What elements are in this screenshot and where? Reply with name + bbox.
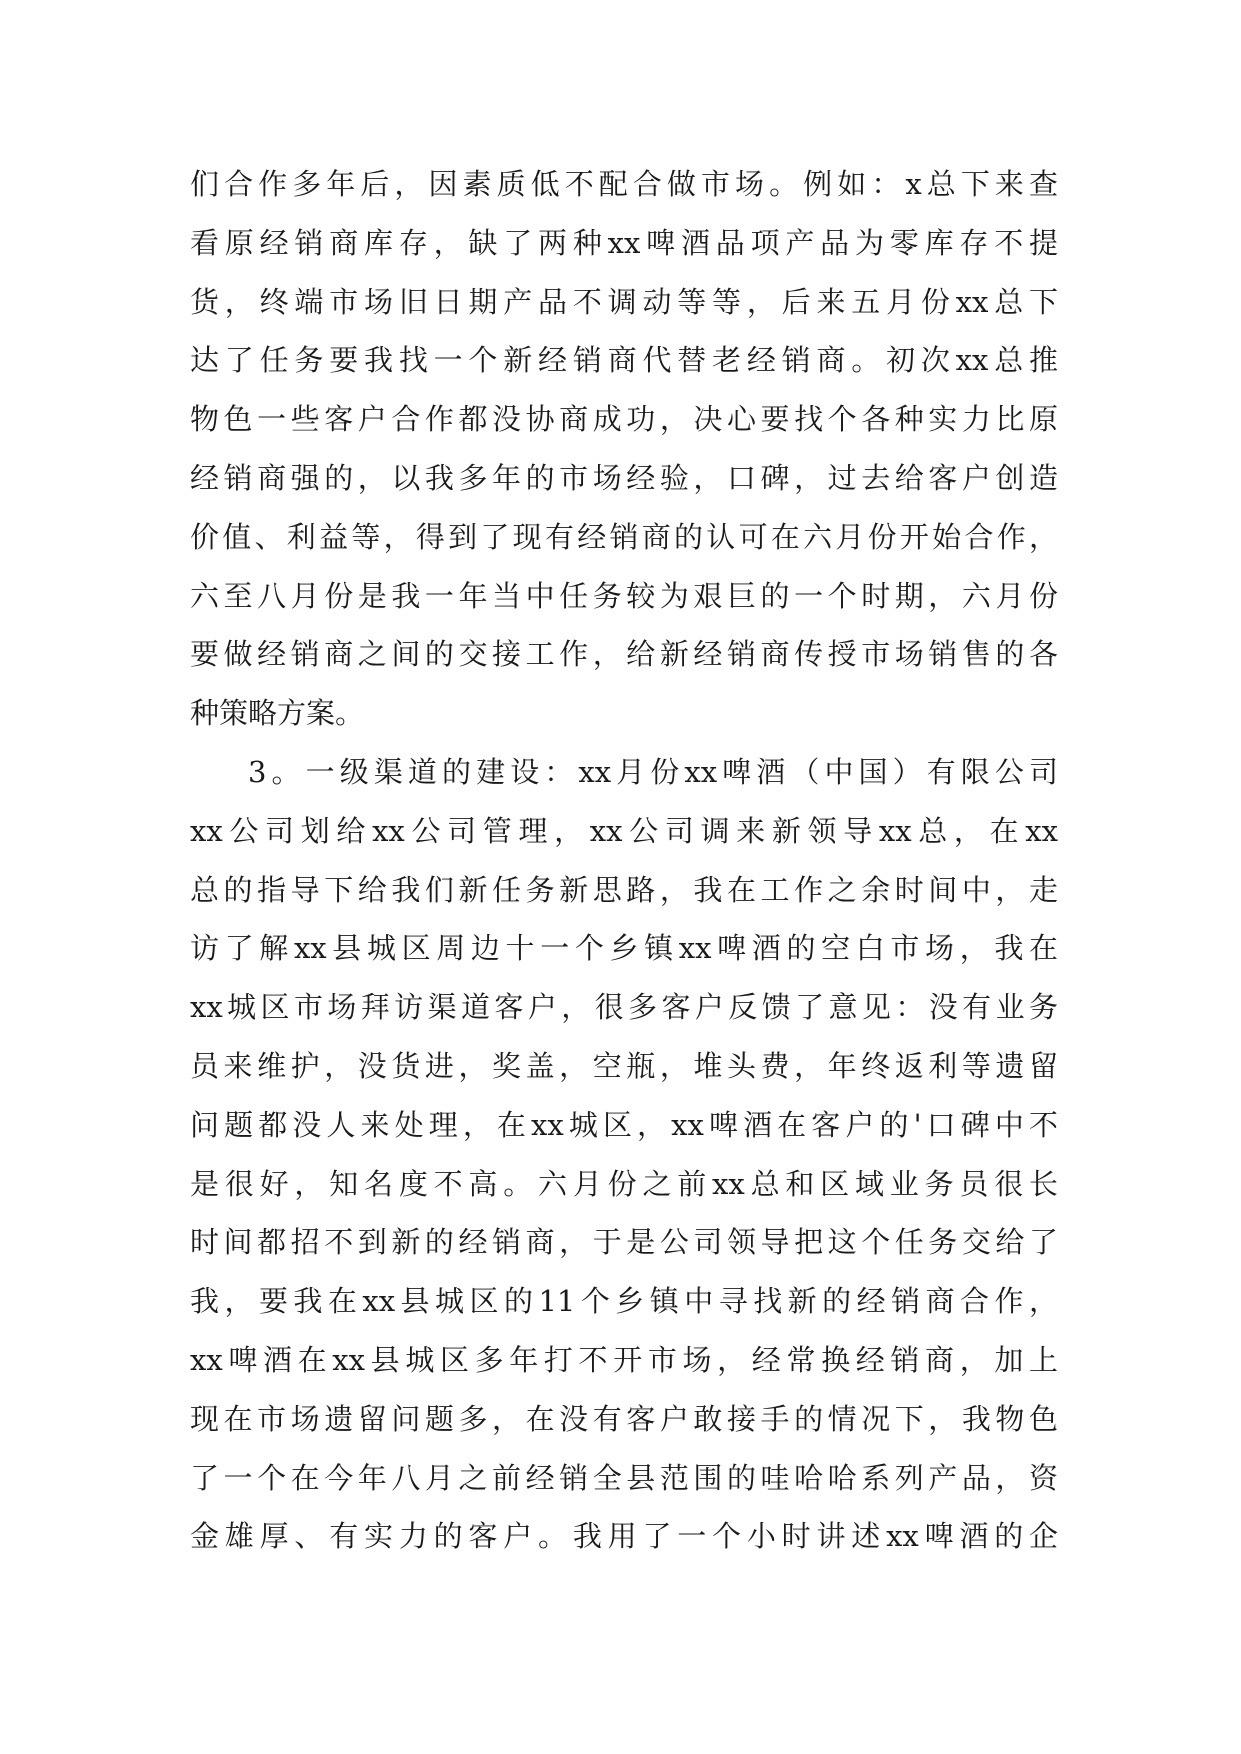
- text-line: 现在市场遗留问题多，在没有客户敢接手的情况下，我物色: [190, 1401, 1058, 1436]
- text-line: 问题都没人来处理，在xx城区，xx啤酒在客户的'口碑中不: [190, 1107, 1058, 1142]
- text-line: 金雄厚、有实力的客户。我用了一个小时讲述xx啤酒的企: [190, 1519, 1058, 1554]
- text-line: xx公司划给xx公司管理，xx公司调来新领导xx总，在xx: [190, 813, 1058, 848]
- text-line: 访了解xx县城区周边十一个乡镇xx啤酒的空白市场，我在: [190, 931, 1058, 966]
- text-line: 经销商强的，以我多年的市场经验，口碑，过去给客户创造: [190, 460, 1058, 495]
- text-line: 达了任务要我找一个新经销商代替老经销商。初次xx总推: [190, 343, 1058, 378]
- text-line: xx啤酒在xx县城区多年打不开市场，经常换经销商，加上: [190, 1342, 1058, 1377]
- text-line: 我，要我在xx县城区的11个乡镇中寻找新的经销商合作，: [190, 1284, 1058, 1319]
- text-line: 了一个在今年八月之前经销全县范围的哇哈哈系列产品，资: [190, 1460, 1058, 1495]
- text-line: 看原经销商库存，缺了两种xx啤酒品项产品为零库存不提: [190, 225, 1058, 260]
- text-line: 六至八月份是我一年当中任务较为艰巨的一个时期，六月份: [190, 578, 1058, 613]
- text-line: 时间都招不到新的经销商，于是公司领导把这个任务交给了: [190, 1225, 1058, 1260]
- text-line: 们合作多年后，因素质低不配合做市场。例如：x总下来查: [190, 167, 1058, 201]
- text-line: xx城区市场拜访渠道客户，很多客户反馈了意见：没有业务: [190, 990, 1058, 1025]
- body-text: [190, 155, 1058, 1566]
- text-line: 价值、利益等，得到了现有经销商的认可在六月份开始合作，: [190, 519, 1058, 554]
- text-line: 货，终端市场旧日期产品不调动等等，后来五月份xx总下: [190, 284, 1058, 319]
- text-line: 要做经销商之间的交接工作，给新经销商传授市场销售的各: [190, 637, 1058, 672]
- text-line: 物色一些客户合作都没协商成功，决心要找个各种实力比原: [190, 402, 1058, 437]
- text-line: 3。一级渠道的建设：xx月份xx啤酒（中国）有限公司: [248, 754, 1058, 789]
- text-line: 总的指导下给我们新任务新思路，我在工作之余时间中，走: [190, 872, 1058, 907]
- text-line: 种策略方案。: [190, 696, 365, 731]
- text-line: 是很好，知名度不高。六月份之前xx总和区域业务员很长: [190, 1166, 1058, 1201]
- text-line: 员来维护，没货进，奖盖，空瓶，堆头费，年终返利等遗留: [190, 1048, 1058, 1083]
